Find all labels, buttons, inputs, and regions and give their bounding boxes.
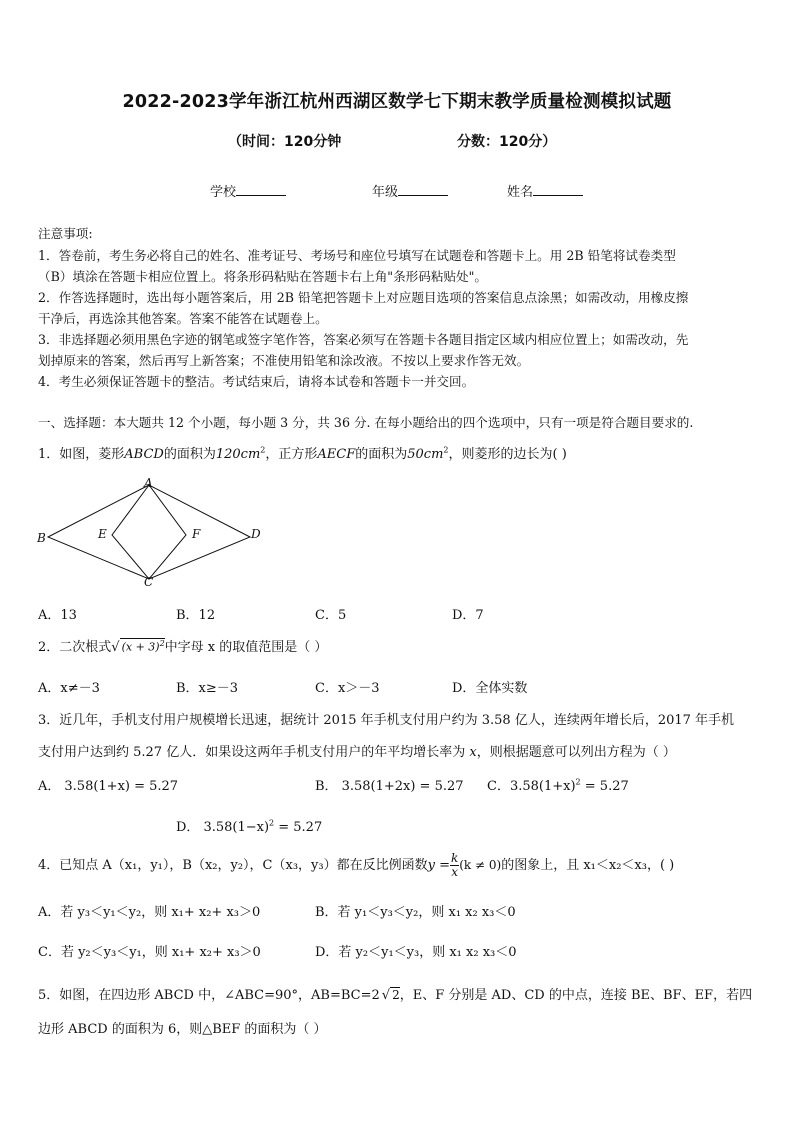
notice-line: （B）填涂在答题卡相应位置上。将条形码粘贴在答题卡右上角"条形码粘贴处"。 [38, 269, 488, 284]
name-field: 姓名 [507, 181, 583, 200]
q4-option-a[interactable]: A．若 y₃＜y₁＜y₂，则 x₁+ x₂+ x₃＞0 [38, 905, 261, 920]
school-field: 学校 [210, 181, 286, 200]
q1-option-c[interactable]: C．5 [315, 608, 347, 623]
question-5-line-1: 5．如图，在四边形 ABCD 中，∠ABC=90°，AB=BC=2 √ 2，E、F 分别是 AD、CD 的中点，连接 BE、BF、EF，若四 [38, 988, 753, 1003]
q3-option-d[interactable]: D． $3.58(1-x)^2 = 5.27$ [176, 818, 323, 835]
label-d: D [251, 527, 261, 541]
q1-option-d[interactable]: D．7 [452, 608, 484, 623]
q2-radicand: $(x + 3)^2$ [121, 639, 165, 654]
label-b: B [37, 531, 46, 545]
question-3-line-2: 支付用户达到约 5.27 亿人．如果设这两年手机支付用户的年平均增长率为 x，则根据题意可以列出方程为（ ） [38, 745, 676, 760]
rhombus-square-figure [34, 476, 274, 588]
grade-blank [398, 183, 448, 196]
notice-line: 3．非选择题必须用黑色字迹的钢笔或签字笔作答，答案必须写在答题卡各题目指定区域内相应位置上；如需改动，先 [38, 332, 689, 347]
q2-option-d[interactable]: D．全体实数 [452, 681, 528, 696]
question-5-line-2: 边形 ABCD 的面积为 6，则△BEF 的面积为（ ） [38, 1022, 327, 1037]
page-title: 2022-2023学年浙江杭州西湖区数学七下期末教学质量检测模拟试题 [122, 92, 672, 112]
notice-line: 干净后，再选涂其他答案。答案不能答在试题卷上。 [38, 311, 328, 326]
square-aecf [112, 485, 186, 579]
school-blank [236, 183, 286, 196]
q2-option-a[interactable]: A．x≠－3 [38, 681, 100, 696]
notice-line: 2．作答选择题时，选出每小题答案后，用 2B 铅笔把答题卡上对应题目选项的答案信息点涂黑；如需改动，用橡皮擦 [38, 290, 689, 305]
q1-option-b[interactable]: B．12 [176, 608, 216, 623]
q3-option-b[interactable]: B． 3.58(1+2x) = 5.27 [315, 779, 464, 794]
notice-line: 4．考生必须保证答题卡的整洁。考试结束后，请将本试卷和答题卡一并交回。 [38, 374, 475, 389]
exam-time: （时间：120分钟 [228, 134, 342, 150]
question-2: 2．二次根式√ $(x + 3)^2$中字母 x 的取值范围是（ ） [38, 639, 328, 655]
label-f: F [192, 527, 201, 541]
label-e: E [98, 527, 107, 541]
question-1: 1．如图，菱形ABCD的面积为$120cm^2$，正方形AECF的面积为$50cm^2$，则菱形的边长为( ) [38, 445, 567, 462]
label-a: A [144, 476, 153, 490]
q1-option-a[interactable]: A．13 [38, 608, 77, 623]
q2-option-b[interactable]: B．x≥－3 [176, 681, 239, 696]
q3-option-c[interactable]: C．$3.58(1+x)^2 = 5.27$ [487, 777, 629, 794]
exam-score: 分数：120分） [457, 134, 557, 150]
notice-line: 划掉原来的答案，然后再写上新答案；不准使用铅笔和涂改液。不按以上要求作答无效。 [38, 353, 530, 368]
q4-option-c[interactable]: C．若 y₂＜y₃＜y₁，则 x₁+ x₂+ x₃＞0 [38, 945, 261, 960]
question-4: 4．已知点 A（x₁，y₁），B（x₂，y₂），C（x₃，y₃）都在反比例函数y = $\frac{k}{x}$ (k ≠ 0)的图象上，且 x₁＜x₂＜x₃，( ) [38, 851, 675, 879]
notice-line: 1．答卷前，考生务必将自己的姓名、准考证号、考场号和座位号填写在试题卷和答题卡上。用 2B 铅笔将试卷类型 [38, 248, 676, 263]
notice-heading: 注意事项: [38, 226, 93, 241]
name-blank [533, 183, 583, 196]
q4-option-b[interactable]: B．若 y₁＜y₃＜y₂，则 x₁ x₂ x₃＜0 [315, 905, 516, 920]
section-heading: 一、选择题：本大题共 12 个小题，每小题 3 分，共 36 分. 在每小题给出的四个选项中，只有一项是符合题目要求的. [38, 415, 694, 430]
q3-option-a[interactable]: A． 3.58(1+x) = 5.27 [38, 779, 179, 794]
rhombus-abcd [48, 485, 250, 579]
label-c: C [144, 575, 154, 588]
q2-option-c[interactable]: C．x＞－3 [315, 681, 380, 696]
grade-field: 年级 [372, 181, 448, 200]
question-3-line-1: 3．近几年，手机支付用户规模增长迅速，据统计 2015 年手机支付用户约为 3.58 亿人，连续两年增长后，2017 年手机 [38, 713, 735, 728]
q4-option-d[interactable]: D．若 y₂＜y₁＜y₃，则 x₁ x₂ x₃＜0 [315, 945, 517, 960]
q4-fraction: $\frac{k}{x}$ [450, 851, 459, 879]
